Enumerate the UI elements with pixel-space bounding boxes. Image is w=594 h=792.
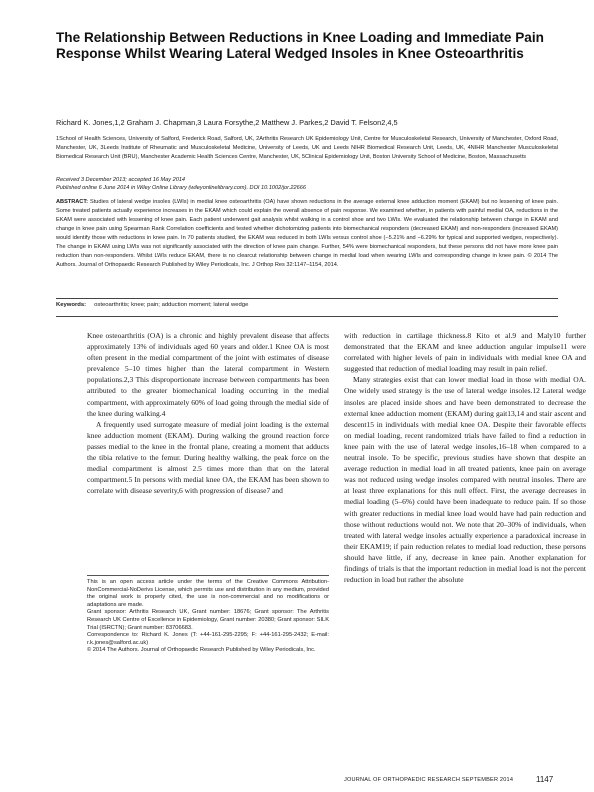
affiliations: 1School of Health Sciences, University of Salford, Frederick Road, Salford, UK, 2Arthritis Research UK Epidemiology Unit, Centre for Musculoskeletal Research, University of Manchester, Oxford Road, Manchester, UK, 3Leeds Institute of Rheumatic and Musculoskeletal Medicine, University of Leeds, UK and Leeds NIHR Biomedical Research Unit, Leeds, UK, 4NIHR Manchester Musculoskeletal Biomedical Research Unit (BRU), Manchester Academic Health Sciences Centre, Manchester, UK, 5Clinical Epidemiology Unit, Boston University School of Medicine, Boston, Massachusetts xyxy=(56,136,558,160)
published-online: Published online 6 June 2014 in Wiley Online Library (wileyonlinelibrary.com). DOI 10.1002/jor.22666 xyxy=(56,185,306,191)
author-list: Richard K. Jones,1,2 Graham J. Chapman,3 Laura Forsythe,2 Matthew J. Parkes,2 David T. Felson2,4,5 xyxy=(56,118,398,127)
keywords-text: osteoarthritis; knee; pain; adduction moment; lateral wedge xyxy=(94,302,249,308)
keywords xyxy=(56,302,556,308)
abstract-label: ABSTRACT: xyxy=(56,199,89,205)
keywords-label: Keywords: xyxy=(56,302,87,308)
copyright-note: © 2014 The Authors. Journal of Orthopaedic Research Published by Wiley Periodicals, Inc. xyxy=(87,647,316,654)
abstract xyxy=(56,198,558,270)
publication-dates xyxy=(56,176,556,192)
body-paragraph: Knee osteoarthritis (OA) is a chronic and highly prevalent disease that affects approximately 13% of individuals aged 60 years and older.1 Knee OA is most often present in the medial compartment of the joint with estimates of disease prevalence 5–10 times higher than the lateral compartment in Western populations.2,3 This disproportionate increase between compartments has been attributed to the greater biomechanical loading occurring in the medial compartment, with approximately 60% of load going through the medial side of the knee during walking.4 xyxy=(87,331,329,418)
body-paragraph: with reduction in cartilage thickness.8 Kito et al.9 and Maly10 further demonstrated that the EKAM and knee adduction angular impulse11 were correlated with higher levels of pain in individuals with medial knee OA and suggested that reduction of medial loading may result in pain relief. xyxy=(344,331,586,374)
body-paragraph: A frequently used surrogate measure of medial joint loading is the external knee adduction moment (EKAM). During walking the ground reaction force passes medial to the knee in the frontal plane, creating a moment that adducts the tibia relative to the femur. During healthy walking, the peak force on the medial compartment is almost 2.5 times more than that on the lateral compartment.5 In persons with medial knee OA, the EKAM has been shown to correlate with disease severity,6 with progression of disease7 and xyxy=(87,419,329,496)
keywords-bottom-divider xyxy=(56,316,558,317)
received-accepted: Received 3 December 2013; accepted 16 May 2014 xyxy=(56,177,186,183)
body-paragraph: Many strategies exist that can lower medial load in those with medial OA. One widely used strategy is the use of lateral wedge insoles.12 Lateral wedge insoles are placed inside shoes and have been demonstrated to decrease the external knee adduction moment (EKAM) during gait13,14 and stair ascent and descent15 in individuals with medial knee OA. Despite their favorable effects on medial loading, recent randomized trials have failed to find a reduction in knee pain with the use of lateral wedge insoles,16–18 when compared to a neutral insole. To be specific, previous studies have shown that despite an average reduction in medial load in all treated patients, knee pain on average was not reduced using wedge insoles compared with neutral insoles. There are at least three explanations for this null effect. First, the average decreases in medial loading (5–6%) could have been inadequate to reduce pain. If so those with greater reductions in medial knee load would have had pain reduction and those without reductions would not. We note that 20–30% of individuals, when treated with lateral wedge insoles actually experience a paradoxical increase in their EKAM19; if pain reduction relates to medial load reduction, these persons should have little, if any, decrease in knee pain. Another explanation for findings of trials is that the important reduction in medial load is not the percent reduction in load but rather the absolute xyxy=(344,375,586,585)
article-title: The Relationship Between Reductions in Knee Loading and Immediate Pain Response Whilst Wearing Lateral Wedged Insoles in Knee Osteoarthritis xyxy=(56,30,544,62)
footnotes xyxy=(87,579,329,655)
journal-footer: JOURNAL OF ORTHOPAEDIC RESEARCH SEPTEMBER 2014 xyxy=(344,777,514,783)
page-number: 1147 xyxy=(536,775,554,784)
grant-note: Grant sponsor: Arthritis Research UK, Grant number: 18676; Grant sponsor: The Arthritis Research UK Centre of Excellence in Epidemiology, Grant number: 20380; Grant sponsor: SILK Trial (ISRCTN); Grant number: 83706683. xyxy=(87,609,329,631)
correspondence-note: Correspondence to: Richard K. Jones (T: +44-161-295-2295; F: +44-161-295-2432; E-mail: r.k.jones@salford.ac.uk) xyxy=(87,632,329,646)
abstract-text: Studies of lateral wedge insoles (LWIs) in medial knee osteoarthritis (OA) have shown reductions in the average external knee adduction moment (EKAM) but no lessening of knee pain. Some treated patients actually experience increases in the EKAM which could explain the overall absence of pain response. We examined whether, in patients with painful medial OA, reductions in the EKAM were associated with lessening of knee pain. Each patient underwent gait analysis whilst walking in a control shoe and two LWIs. We evaluated the relationship between change in EKAM and change in knee pain using Spearman Rank Correlation coefficients and tested whether dichotomizing patients into biomechanical responders (decreased EKAM) and non-responders (increased EKAM) would identify those with reductions in knee pain. In 70 patients studied, the EKAM was reduced in both LWIs versus control shoe (−5.21% and −6.29% for typical and supported wedges, respectively). The change in EKAM using LWIs was not significantly associated with the direction of knee pain change. Further, 54% were biomechanical responders, but these persons did not have more knee pain reduction than non-responders. Whilst LWIs reduce EKAM, there is no clearcut relationship between change in medial load when wearing LWIs and corresponding change in knee pain. © 2014 The Authors. Journal of Orthopaedic Research Published by Wiley Periodicals, Inc. J Orthop Res 32:1147–1154, 2014. xyxy=(56,199,559,268)
license-note: This is an open access article under the terms of the Creative Commons Attribution-NonCommercial-NoDerivs License, which permits use and distribution in any medium, provided the original work is properly cited, the use is non-commercial and no modifications or adaptations are made. xyxy=(87,579,329,608)
body-column-right xyxy=(344,330,586,766)
body-column-left xyxy=(87,330,329,570)
keywords-top-divider xyxy=(56,298,558,299)
footnote-divider xyxy=(87,575,329,576)
